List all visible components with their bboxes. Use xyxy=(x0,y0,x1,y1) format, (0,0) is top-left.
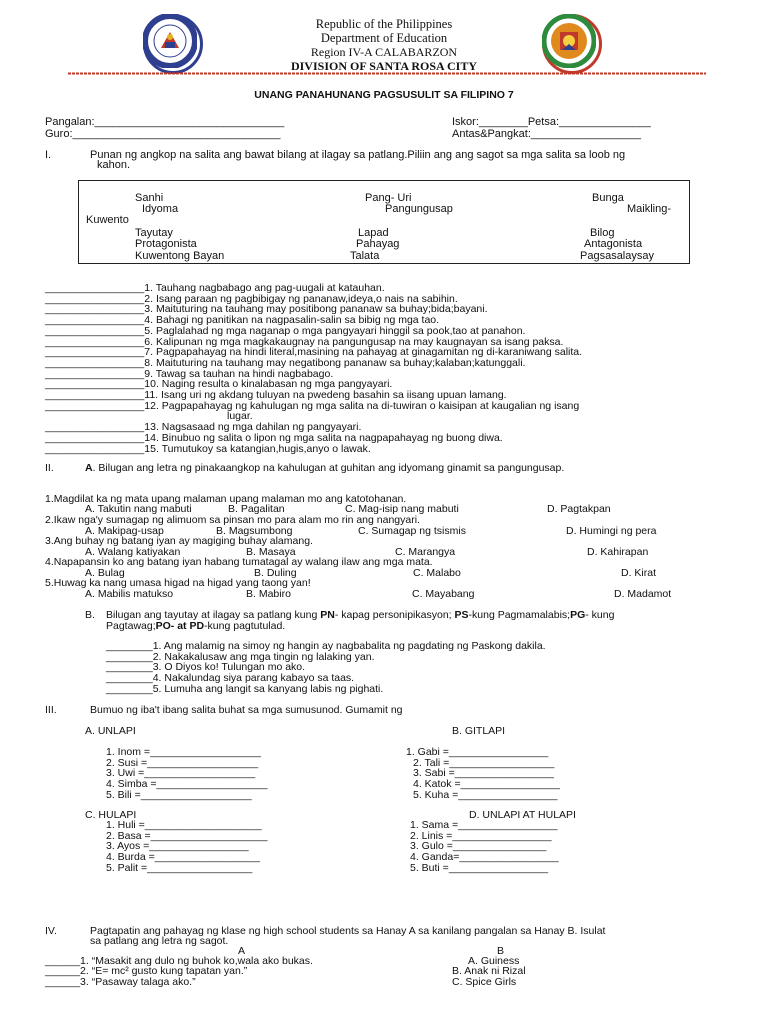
part4-number: IV. xyxy=(45,925,57,937)
column-b-header: B xyxy=(497,945,505,957)
column-a-header: A xyxy=(238,945,246,957)
part1-number: I. xyxy=(45,149,52,161)
part2-b-label: B. xyxy=(85,609,95,621)
unlapi-hulapi-item[interactable]: 1. Sama =_________________ xyxy=(410,819,558,831)
word-bank-word: Tayutay xyxy=(135,227,173,239)
choice-d[interactable]: D. Kahirapan xyxy=(587,546,649,558)
unlapi-title: A. UNLAPI xyxy=(85,725,136,737)
part3-instruction: Bumuo ng iba't ibang salita buhat sa mga sumusunod. Gumamit ng xyxy=(90,704,403,716)
choice-b[interactable]: B. Mabiro xyxy=(246,588,291,600)
choice-b[interactable]: B. Masaya xyxy=(246,546,296,558)
choice-d[interactable]: D. Madamot xyxy=(614,588,672,600)
part1-item: _________________5. Paglalahad ng mga naganap o mga pangyayari hinggil sa pook,tao at panahon. xyxy=(45,324,526,337)
unlapi-item[interactable]: 3. Uwi =___________________ xyxy=(106,767,256,780)
choice-b[interactable]: B. Duling xyxy=(254,567,297,579)
part1-item: _________________13. Nagsasaad ng mga dahilan ng pangyayari. xyxy=(45,421,362,434)
choice-a[interactable]: A. Makipag-usap xyxy=(85,525,164,537)
part1-instruction-cont: kahon. xyxy=(97,159,131,171)
header-republic: Republic of the Philippines xyxy=(315,17,453,31)
word-bank-word: Pahayag xyxy=(356,238,400,250)
header-department: Department of Education xyxy=(320,31,448,45)
choice-a[interactable]: A. Bulag xyxy=(85,567,125,579)
word-bank-word: Sanhi xyxy=(135,192,164,204)
choice-c[interactable]: C. Malabo xyxy=(413,567,461,579)
part2-b-instruction: Bilugan ang tayutay at ilagay sa patlang kung PN- kapag personipikasyon; PS-kung Pagmamalabis;PG- kung xyxy=(106,609,615,621)
unlapi-item[interactable]: 5. Bili =___________________ xyxy=(106,788,252,801)
hulapi-title: C. HULAPI xyxy=(85,809,137,821)
choice-c[interactable]: C. Marangya xyxy=(395,546,456,558)
word-bank-word: Pagsasalaysay xyxy=(580,250,654,262)
hulapi-item[interactable]: 2. Basa =____________________ xyxy=(106,829,268,842)
part1-item: _________________2. Isang paraan ng pagbibigay ng pananaw,ideya,o nais na sabihin. xyxy=(45,292,458,305)
choice-c[interactable]: C. Mag-isip nang mabuti xyxy=(345,503,459,515)
choice-a[interactable]: A. Mabilis matukso xyxy=(85,588,174,600)
part2-number: II. xyxy=(45,462,54,474)
part1-item: _________________7. Pagpapahayag na hindi literal,masining na pahayag at ginagamitan ng di-karaniwang salita. xyxy=(45,346,583,359)
part1-item: _________________9. Tawag sa tauhan na hindi nagbabago. xyxy=(45,367,334,380)
part2-question: 5.Huwag ka nang umasa higad na higad yang taong yan! xyxy=(45,577,311,589)
word-bank-word: Bunga xyxy=(592,192,624,204)
part1-item: _________________8. Maituturing na tauhang may negatibong pananaw sa buhay;kalaban;katunggali. xyxy=(45,356,526,369)
part2-b-item: ________2. Nakakalusaw ang mga tingin ng lalaking yan. xyxy=(106,650,375,663)
hulapi-item[interactable]: 1. Huli =____________________ xyxy=(106,819,262,831)
part2-b-item: ________1. Ang malamig na simoy ng hangin ay nagbabalita ng pagdating ng Paskong dakila. xyxy=(106,640,546,652)
unlapi-hulapi-item[interactable]: 3. Gulo =________________ xyxy=(410,840,547,853)
part1-item: _________________4. Bahagi ng panitikan na nagpasalin-salin sa bibig ng mga tao. xyxy=(45,314,440,327)
word-bank-word: Pang- Uri xyxy=(365,192,412,204)
choice-a[interactable]: A. Walang katiyakan xyxy=(85,546,181,558)
part1-item: _________________15. Tumutukoy sa katangian,hugis,anyo o lawak. xyxy=(45,442,371,455)
part1-item: _________________12. Pagpapahayag ng kahulugan ng mga salita na di-tuwiran o kaisipan at kaugalian ng isang xyxy=(45,399,580,412)
word-bank-word: Maikling- xyxy=(627,203,672,215)
part2-a-instruction: . Bilugan ang letra ng pinakaangkop na kahulugan at guhitan ang idyomang ginamit sa pangungusap. xyxy=(92,462,565,474)
part1-item: _________________3. Maituturing na tauhang may positibong pananaw sa buhay;bida;bayani. xyxy=(45,303,488,316)
choice-d[interactable]: D. Kirat xyxy=(621,567,657,579)
gitlapi-item[interactable]: 1. Gabi =_________________ xyxy=(406,746,549,758)
exam-title: UNANG PANAHUNANG PAGSUSULIT SA FILIPINO 7 xyxy=(254,89,514,101)
word-bank-word: Kuwentong Bayan xyxy=(135,250,225,262)
part1-item: _________________11. Isang uri ng akdang tuluyan na pwedeng basahin sa iisang upuan lamang. xyxy=(45,389,507,402)
part2-question: 2.Ikaw nga'y sumagap ng alimuom sa pinsan mo para alam mo rin ang nangyari. xyxy=(45,514,420,526)
choice-d[interactable]: D. Humingi ng pera xyxy=(566,525,657,537)
gitlapi-title: B. GITLAPI xyxy=(452,725,506,737)
part4-instruction: Pagtapatin ang pahayag ng klase ng high school students sa Hanay A sa kanilang pangalan sa Hanay B. Isulat xyxy=(90,925,606,937)
part4-item: ______2. “E= mc² gusto kung tapatan yan.” xyxy=(45,965,248,977)
choice-a[interactable]: A. Takutin nang mabuti xyxy=(85,503,192,515)
score-date-field[interactable]: Iskor:________Petsa:_______________ xyxy=(452,116,651,128)
unlapi-item[interactable]: 2. Susi =___________________ xyxy=(106,756,259,769)
grade-section-field[interactable]: Antas&Pangkat:__________________ xyxy=(452,128,642,140)
part4-instruction-cont: sa patlang ang letra ng sagot. xyxy=(90,935,229,947)
gitlapi-item[interactable]: 4. Katok =_________________ xyxy=(413,778,560,791)
part4-answer: A. Guiness xyxy=(468,955,520,967)
choice-b[interactable]: B. Magsumbong xyxy=(216,525,293,537)
hulapi-item[interactable]: 4. Burda =__________________ xyxy=(106,851,260,864)
choice-c[interactable]: C. Mayabang xyxy=(412,588,475,600)
part1-item: _________________10. Naging resulta o kinalabasan ng mga pangyayari. xyxy=(45,378,393,391)
part4-item: ______3. “Pasaway talaga ako.” xyxy=(45,976,196,988)
part4-item: ______1. “Masakit ang dulo ng buhok ko,wala ako bukas. xyxy=(45,955,313,967)
part1-item: _________________1. Tauhang nagbabago ang pag-uugali at katauhan. xyxy=(45,282,385,294)
part2-question: 1.Magdilat ka ng mata upang malaman upang malaman mo ang katotohanan. xyxy=(45,493,407,505)
word-bank-word: Bilog xyxy=(590,227,615,239)
teacher-field[interactable]: Guro:__________________________________ xyxy=(45,128,281,140)
part4-answer: C. Spice Girls xyxy=(452,976,517,988)
hulapi-item[interactable]: 5. Palit =__________________ xyxy=(106,861,253,874)
word-bank-word: Pangungusap xyxy=(385,203,453,215)
unlapi-hulapi-item[interactable]: 5. Buti =_________________ xyxy=(410,861,549,874)
part4-answer: B. Anak ni Rizal xyxy=(452,965,526,977)
hulapi-item[interactable]: 3. Ayos =_________________ xyxy=(106,840,249,853)
choice-c[interactable]: C. Sumagap ng tsismis xyxy=(358,525,466,537)
choice-b[interactable]: B. Pagalitan xyxy=(228,503,285,515)
choice-d[interactable]: D. Pagtakpan xyxy=(547,503,611,515)
word-bank-word: Talata xyxy=(350,250,380,262)
name-field[interactable]: Pangalan:_______________________________ xyxy=(45,116,285,128)
part1-item: _________________14. Binubuo ng salita o lipon ng mga salita na nagpapahayag ng buong diwa. xyxy=(45,431,503,444)
header-region: Region IV-A CALABARZON xyxy=(310,45,458,59)
word-bank-word: Antagonista xyxy=(584,238,643,250)
unlapi-hulapi-item[interactable]: 2. Linis =_________________ xyxy=(410,829,552,842)
word-bank-word: Kuwento xyxy=(86,214,129,226)
part1-item: _________________6. Kalipunan ng mga magkakaugnay na pangungusap na may kaugnayan sa isang paksa. xyxy=(45,335,564,348)
word-bank-word: Lapad xyxy=(358,227,389,239)
part2-b-item: ________4. Nakalundag siya parang kabayo sa taas. xyxy=(106,672,355,685)
part3-number: III. xyxy=(45,704,57,716)
part1-instruction: Punan ng angkop na salita ang bawat bilang at ilagay sa patlang.Piliin ang ang sagot sa mga salita sa loob ng xyxy=(90,149,626,161)
unlapi-hulapi-title: D. UNLAPI AT HULAPI xyxy=(469,809,576,821)
gitlapi-item[interactable]: 2. Tali =__________________ xyxy=(413,756,555,769)
part2-b-item: ________3. O Diyos ko! Tulungan mo ako. xyxy=(106,661,306,674)
part1-item-cont: lugar. xyxy=(227,410,253,423)
header-division: DIVISION OF SANTA ROSA CITY xyxy=(290,59,478,73)
unlapi-hulapi-item[interactable]: 4. Ganda=_________________ xyxy=(410,851,559,864)
part2-question: 4.Napapansin ko ang batang iyan habang tumatagal ay walang ilaw ang mga mata. xyxy=(45,556,433,568)
unlapi-item[interactable]: 4. Simba =___________________ xyxy=(106,778,268,791)
part2-b-item: ________5. Lumuha ang langit sa kanyang labis ng pighati. xyxy=(106,682,384,695)
part2-a-label: A xyxy=(85,462,93,474)
gitlapi-item[interactable]: 3. Sabi =_________________ xyxy=(413,767,555,780)
header-divider xyxy=(68,72,706,75)
word-bank-word: Protagonista xyxy=(135,238,197,250)
part2-question: 3.Ang buhay ng batang iyan ay magiging buhay alamang. xyxy=(45,535,313,547)
part2-b-instruction-cont: Pagtawag;PO- at PD-kung pagtutulad. xyxy=(106,620,286,632)
word-bank-word: Idyoma xyxy=(142,203,179,215)
unlapi-item[interactable]: 1. Inom =___________________ xyxy=(106,746,262,758)
gitlapi-item[interactable]: 5. Kuha =_________________ xyxy=(413,788,558,801)
